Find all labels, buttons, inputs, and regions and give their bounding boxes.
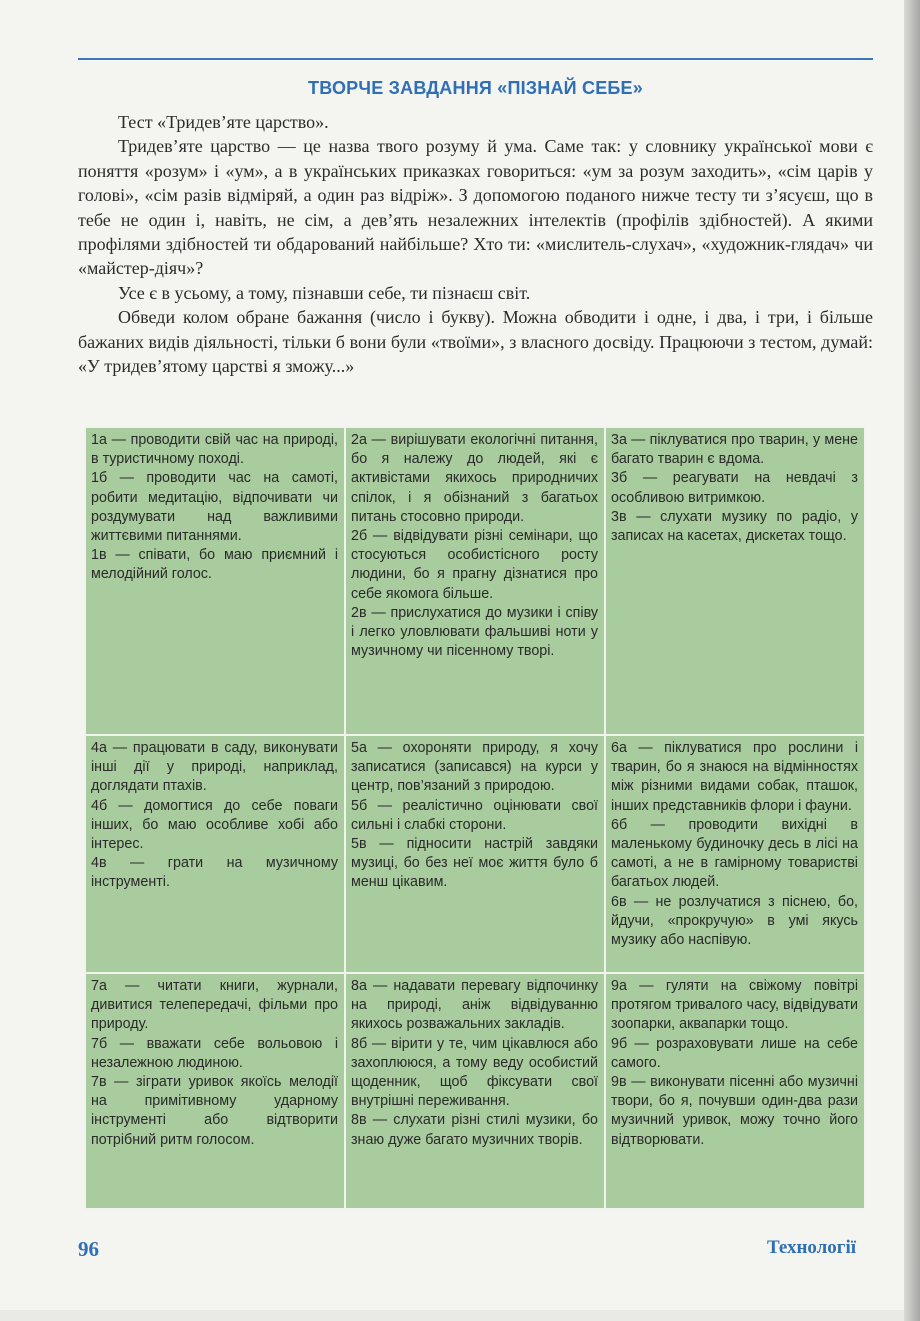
option-2b: 2б — відвідувати різні семінари, що стосуються особистісного росту людини, бо я прагну дізнатися про себе якомога більше. [351,528,598,602]
option-9b: 9б — розраховувати лише на себе самого. [611,1035,858,1071]
intro-paragraph: Усе є в усьому, а тому, пізнавши себе, ти пізнаєш світ. [118,282,531,303]
intro-text [78,110,873,378]
test-table [84,426,866,1210]
option-6c: 6в — не розлучатися з піснею, бо, йдучи, «прокручую» в умі якусь музику або наспівую. [611,893,858,949]
intro-paragraph: Обведи колом обране бажання (число і букву). Можна обводити і одне, і два, і три, і більше бажаних видів діяльності, тільки б вони були «твоїми», з власного досвіду. Працюючи з тестом, думай: «У тридев’ятому царстві я зможу...» [78,307,873,377]
subject-name: Технології [766,1237,856,1258]
test-cell-6 [605,735,865,973]
option-7c: 7в — зіграти уривок якоїсь мелодії на примітивному ударному інструменті або відтворити потрібний ритм голосом. [91,1074,338,1148]
intro-paragraph: Тест «Тридев’яте царство». [118,112,329,132]
test-cell-7 [85,973,345,1209]
top-rule [78,58,873,60]
option-3a: 3а — піклуватися про тварин, у мене багато тварин є вдома. [611,432,858,468]
test-cell-2 [345,427,605,735]
option-8c: 8в — слухати різні стилі музики, бо знаю дуже багато музичних творів. [351,1112,598,1148]
option-7b: 7б — вважати себе вольовою і незалежною людиною. [91,1035,338,1071]
option-9c: 9в — виконувати пісенні або музичні твори, бо я, почувши один-два рази музичний уривок, можу точно його відтворювати. [611,1074,858,1148]
option-6a: 6а — піклуватися про рослини і тварин, бо я знаюся на відмінностях між різними видами собак, пташок, інших представників флори і фауни. [611,740,858,814]
page-edge [904,0,920,1321]
option-5b: 5б — реалістично оцінювати свої сильні і слабкі сторони. [351,797,598,833]
option-4a: 4а — працювати в саду, виконувати інші дії у природі, наприклад, доглядати птахів. [91,740,338,795]
option-9a: 9а — гуляти на свіжому повітрі протягом тривалого часу, відвідувати зоопарки, аквапарки тощо. [611,978,858,1033]
option-4b: 4б — домогтися до себе поваги інших, бо маю особливе хобі або інтерес. [91,797,338,853]
option-5a: 5а — охороняти природу, я хочу записатися (записався) на курси у центр, пов’язаний з природою. [351,740,598,795]
test-cell-1 [85,427,345,735]
intro-paragraph: Тридев’яте царство — це назва твого розуму й ума. Саме так: у словнику української мови є поняття «розум» і «ум», а в українських приказках говориться: «ум за розум заходить», «сім царів у голові», «сім разів відміряй, а один раз відріж». З допомогою поданого нижче тесту ти з’ясуєш, що в тебе не один і, навіть, не сім, а дев’ять незалежних інтелектів (профілів здібностей). А якими профілями здібностей ти обдарований найбільше? Хто ти: «мислитель-слухач», «художник-глядач» чи «майстер-діяч»? [78,136,873,279]
option-6b: 6б — проводити вихідні в маленькому будиночку десь в лісі на самоті, а не в гамірному товаристві багатьох людей. [611,816,858,891]
test-cell-5 [345,735,605,973]
option-1c: 1в — співати, бо маю приємний і мелодійний голос. [91,547,338,583]
option-1b: 1б — проводити час на самоті, робити медитацію, відпочивати чи роздумувати над важливими життєвими питаннями. [91,470,338,545]
option-8a: 8а — надавати перевагу відпочинку на природі, аніж відвідуванню якихось розважальних закладів. [351,978,598,1033]
option-4c: 4в — грати на музичному інструменті. [91,855,338,891]
page-number: 96 [78,1237,99,1261]
table-row [85,427,865,735]
test-cell-8 [345,973,605,1209]
option-3c: 3в — слухати музику по радіо, у записах на касетах, дискетах тощо. [611,508,858,545]
option-5c: 5в — підносити настрій завдяки музиці, бо без неї моє життя було б менш цікавим. [351,836,598,891]
option-8b: 8б — вірити у те, чим цікавлюся або захоплююся, а тому веду особистий щоденник, щоб фіксувати свої внутрішні переживання. [351,1035,598,1110]
option-2c: 2в — прислухатися до музики і співу і легко уловлювати фальшиві ноти у музичному чи пісенному творі. [351,604,598,660]
test-cell-9 [605,973,865,1209]
table-row [85,973,865,1209]
test-cell-3 [605,427,865,735]
table-row [85,735,865,973]
option-3b: 3б — реагувати на невдачі з особливою витримкою. [611,470,858,506]
option-2a: 2а — вирішувати екологічні питання, бо я належу до людей, які є активістами якихось природничих спілок, і я обізнаний з багатьох питань стосовно природи. [351,432,598,525]
option-1a: 1а — проводити свій час на природі, в туристичному поході. [91,432,338,468]
option-7a: 7а — читати книги, журнали, дивитися телепередачі, фільми про природу. [91,978,338,1033]
section-title: ТВОРЧЕ ЗАВДАННЯ «ПІЗНАЙ СЕБЕ» [308,78,643,98]
test-cell-4 [85,735,345,973]
